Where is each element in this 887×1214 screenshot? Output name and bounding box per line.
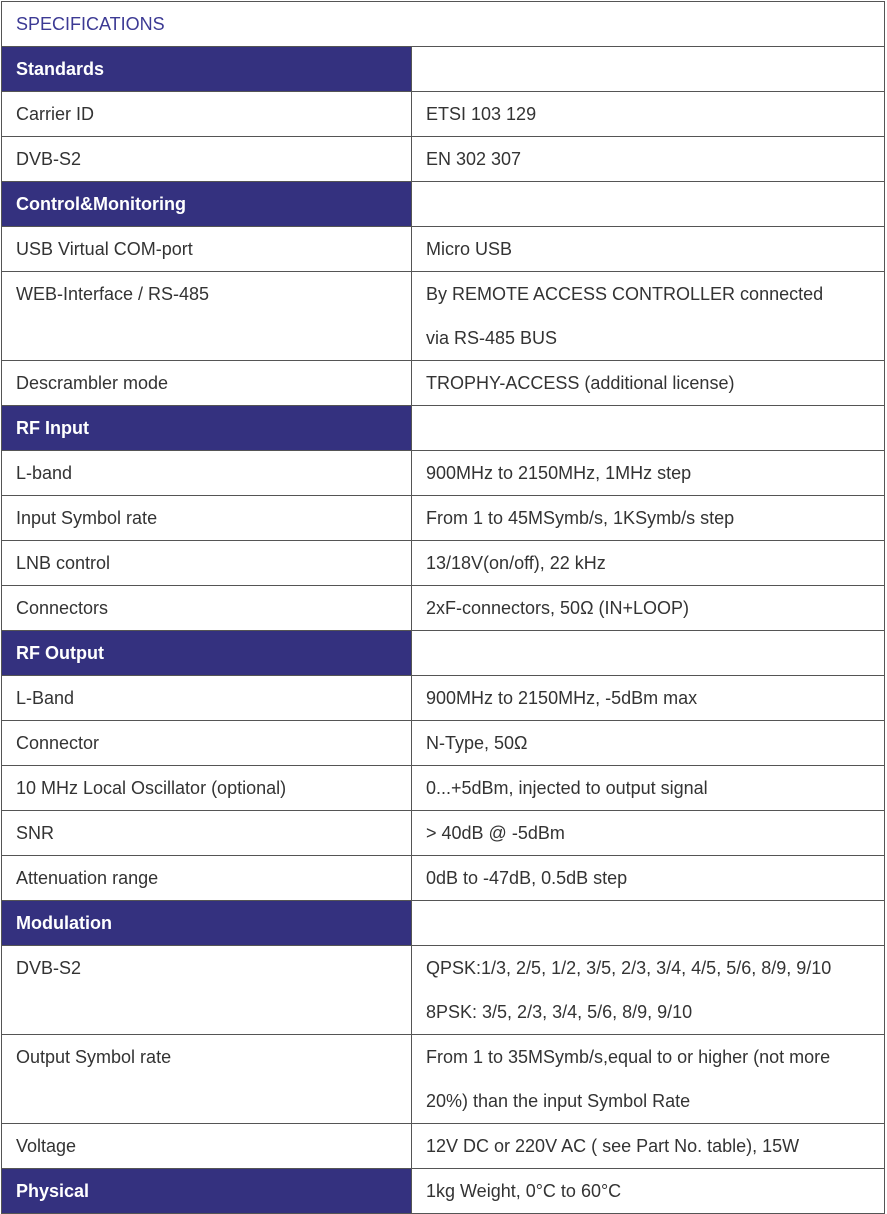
spec-value [412, 1035, 885, 1124]
spec-row [2, 856, 885, 901]
spec-value [412, 766, 885, 811]
spec-value-line: TROPHY-ACCESS (additional license) [426, 373, 735, 393]
spec-value-line: 8PSK: 3/5, 2/3, 3/4, 5/6, 8/9, 9/10 [426, 1002, 693, 1022]
title-row [2, 2, 885, 47]
spec-row [2, 361, 885, 406]
spec-label: LNB control [2, 541, 412, 586]
section-header-row [2, 631, 885, 676]
spec-value [412, 721, 885, 766]
spec-row [2, 272, 885, 361]
spec-value [412, 586, 885, 631]
spec-value [412, 227, 885, 272]
spec-row [2, 676, 885, 721]
spec-value [412, 811, 885, 856]
spec-label: 10 MHz Local Oscillator (optional) [2, 766, 412, 811]
spec-value-line: 2xF-connectors, 50Ω (IN+LOOP) [426, 598, 690, 618]
spec-value-line: > 40dB @ -5dBm [426, 823, 565, 843]
spec-value [412, 272, 885, 361]
spec-value [412, 541, 885, 586]
spec-value-line: EN 302 307 [426, 149, 522, 169]
spec-label: Output Symbol rate [2, 1035, 412, 1124]
spec-label: DVB-S2 [2, 137, 412, 182]
section-header-row [2, 901, 885, 946]
spec-row [2, 811, 885, 856]
spec-label: Connector [2, 721, 412, 766]
spec-value-line: 20%) than the input Symbol Rate [426, 1091, 691, 1111]
spec-value [412, 137, 885, 182]
spec-row [2, 137, 885, 182]
spec-value-line: From 1 to 35MSymb/s,equal to or higher (not more [426, 1047, 831, 1067]
spec-row [2, 1124, 885, 1169]
spec-label: L-band [2, 451, 412, 496]
section-header: Modulation [2, 901, 412, 946]
section-header: RF Output [2, 631, 412, 676]
spec-value [412, 1124, 885, 1169]
spec-label: Attenuation range [2, 856, 412, 901]
spec-label: L-Band [2, 676, 412, 721]
section-header-row [2, 1169, 885, 1214]
section-header-value [412, 901, 885, 946]
spec-value-line: 900MHz to 2150MHz, -5dBm max [426, 688, 698, 708]
spec-value-line: N-Type, 50Ω [426, 733, 528, 753]
spec-value [412, 361, 885, 406]
spec-row [2, 766, 885, 811]
spec-row [2, 541, 885, 586]
page-title: SPECIFICATIONS [2, 2, 885, 47]
specifications-body [2, 2, 885, 1214]
section-header-value [412, 406, 885, 451]
spec-label: Descrambler mode [2, 361, 412, 406]
spec-value-line: Micro USB [426, 239, 513, 259]
spec-row [2, 721, 885, 766]
spec-value-line: via RS-485 BUS [426, 328, 558, 348]
spec-row [2, 946, 885, 1035]
spec-label: USB Virtual COM-port [2, 227, 412, 272]
spec-value-line: 12V DC or 220V AC ( see Part No. table), 15W [426, 1136, 800, 1156]
section-header-value [412, 47, 885, 92]
section-header: Standards [2, 47, 412, 92]
spec-value-line: 0dB to -47dB, 0.5dB step [426, 868, 628, 888]
spec-label: DVB-S2 [2, 946, 412, 1035]
spec-value [412, 946, 885, 1035]
section-header-value: 1kg Weight, 0°C to 60°C [412, 1169, 885, 1214]
section-header: Control&Monitoring [2, 182, 412, 227]
section-header-row [2, 182, 885, 227]
spec-row [2, 586, 885, 631]
section-header-value [412, 631, 885, 676]
spec-value-line: From 1 to 45MSymb/s, 1KSymb/s step [426, 508, 735, 528]
section-header: RF Input [2, 406, 412, 451]
spec-row [2, 1035, 885, 1124]
spec-label: SNR [2, 811, 412, 856]
spec-row [2, 227, 885, 272]
spec-value-line: By REMOTE ACCESS CONTROLLER connected [426, 284, 824, 304]
spec-value-line: 0...+5dBm, injected to output signal [426, 778, 708, 798]
spec-value-line: 900MHz to 2150MHz, 1MHz step [426, 463, 692, 483]
spec-value-line: ETSI 103 129 [426, 104, 537, 124]
spec-row [2, 451, 885, 496]
spec-label: Carrier ID [2, 92, 412, 137]
spec-label: Voltage [2, 1124, 412, 1169]
spec-row [2, 92, 885, 137]
spec-row [2, 496, 885, 541]
section-header-row [2, 406, 885, 451]
section-header-row [2, 47, 885, 92]
spec-value [412, 856, 885, 901]
section-header-value [412, 182, 885, 227]
spec-value-line: 13/18V(on/off), 22 kHz [426, 553, 606, 573]
spec-value-line: QPSK:1/3, 2/5, 1/2, 3/5, 2/3, 3/4, 4/5, 5/6, 8/9, 9/10 [426, 958, 832, 978]
spec-value [412, 676, 885, 721]
spec-label: Connectors [2, 586, 412, 631]
specifications-table [1, 1, 885, 1214]
spec-value [412, 92, 885, 137]
section-header: Physical [2, 1169, 412, 1214]
spec-label: Input Symbol rate [2, 496, 412, 541]
spec-value [412, 451, 885, 496]
spec-label: WEB-Interface / RS-485 [2, 272, 412, 361]
spec-value [412, 496, 885, 541]
